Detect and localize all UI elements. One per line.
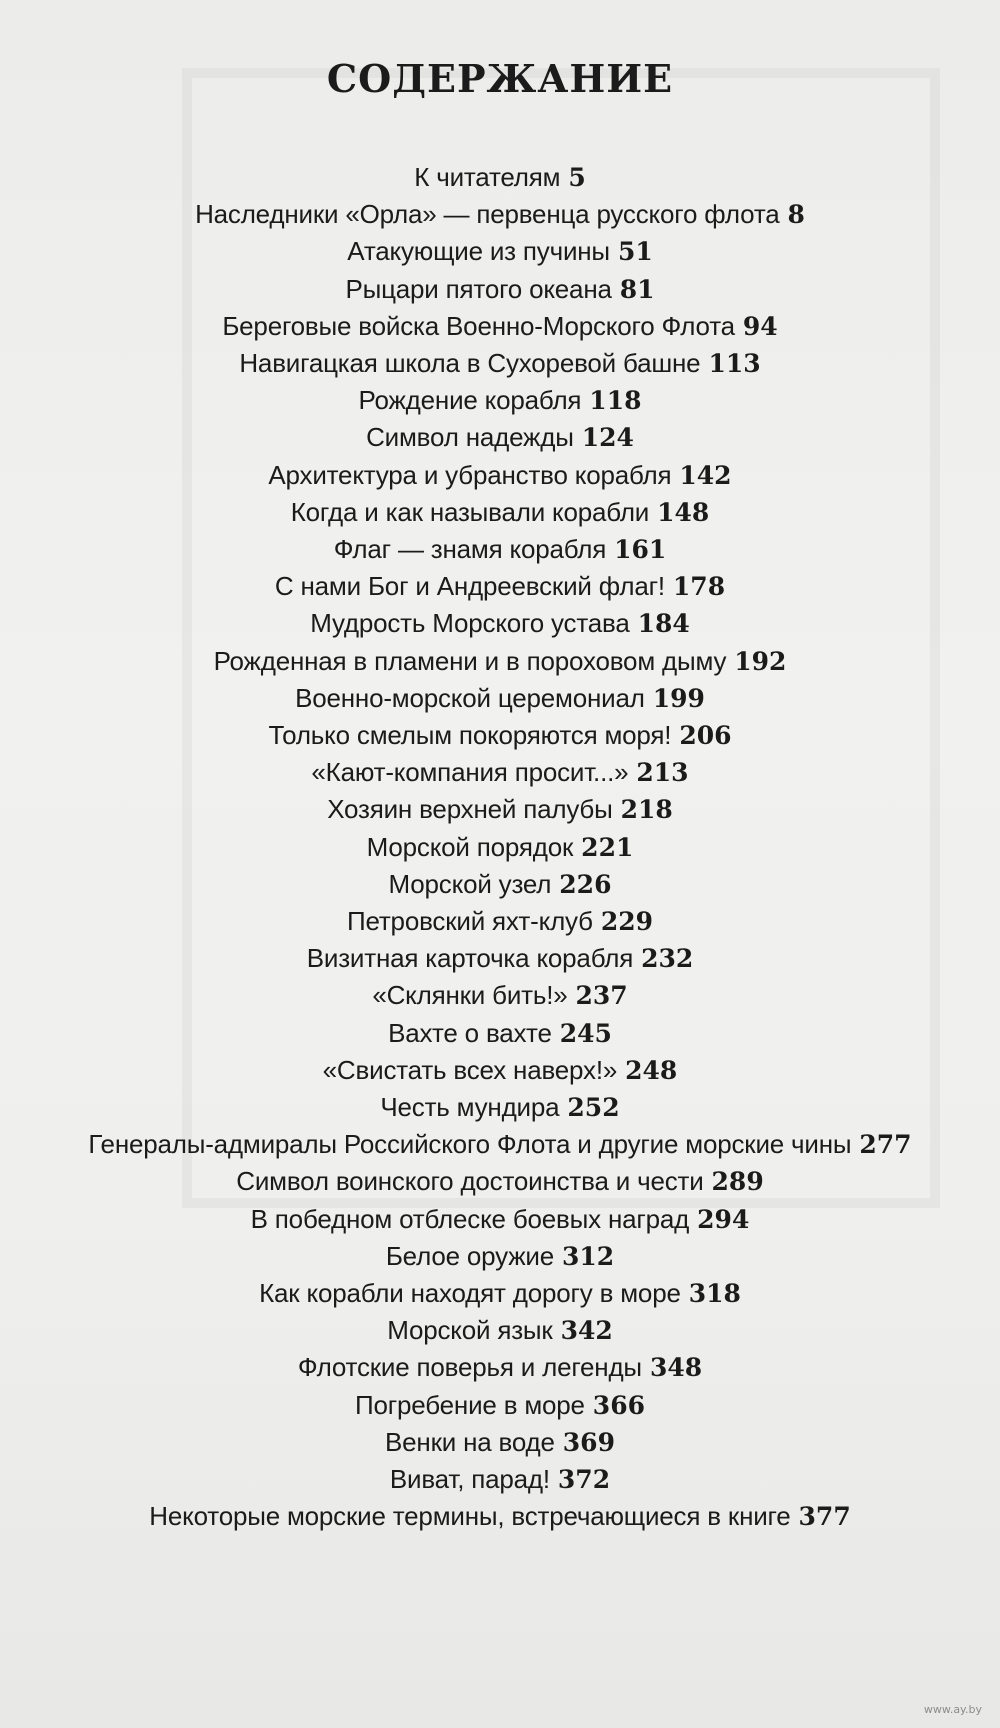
toc-entry-title: Военно-морской церемониал [295,682,645,713]
toc-entry [0,644,1000,679]
toc-entry-page-number: 277 [859,1130,912,1160]
toc-entry [0,197,1000,232]
toc-entry-page-number: 366 [592,1390,645,1420]
toc-entry-title: Визитная карточка корабля [306,943,634,974]
toc-entry [0,234,1000,269]
toc-entry [0,1388,1000,1423]
toc-entry-page-number: 94 [742,311,778,341]
toc-entry-page-number: 218 [620,795,673,825]
toc-entry [0,1127,1000,1162]
toc-entry-title: Рождение корабля [358,385,582,416]
toc-entry-title: Мудрость Морского устава [310,608,630,639]
toc-entry-page-number: 252 [567,1093,620,1122]
toc-entry-title: Генералы-адмиралы Российского Флота и другие морские чины [88,1129,852,1160]
toc-entry-title: Символ воинского достоинства и чести [236,1166,704,1197]
toc-entry-title: Морской порядок [366,831,574,862]
toc-entry-title: Флаг — знамя корабля [333,534,607,564]
toc-entry [0,1053,1000,1088]
toc-entry-page-number: 372 [557,1465,611,1494]
toc-entry-title: Когда и как называли корабли [290,496,650,527]
toc-entry-page-number: 142 [679,460,732,490]
toc-entry-page-number: 229 [600,907,654,936]
toc-entry [0,755,1000,790]
toc-entry [0,1016,1000,1051]
toc-entry [0,346,1000,381]
toc-entry-title: Наследники «Орла» — первенца русского флота [195,199,780,230]
toc-entry-title: Только смелым покоряются моря! [268,720,672,750]
toc-entry-page-number: 199 [652,683,705,713]
toc-entry-page-number: 369 [562,1427,615,1457]
toc-entry [0,904,1000,939]
toc-entry [0,1313,1000,1348]
toc-entry-title: Рожденная в пламени и в пороховом дыму [213,645,727,676]
toc-entry-title: Рыцари пятого океана [345,273,612,304]
toc-entry [0,1239,1000,1274]
toc-entry-page-number: 289 [711,1167,764,1197]
toc-entry-page-number: 377 [798,1502,851,1532]
toc-entry-title: Символ надежды [366,422,574,453]
toc-entry-page-number: 294 [697,1204,750,1234]
toc-entry-title: С нами Бог и Андреевский флаг! [274,571,665,602]
toc-entry-page-number: 178 [672,572,726,602]
toc-entry [0,272,1000,307]
toc-entry [0,830,1000,865]
toc-entry-page-number: 213 [636,758,689,788]
toc-entry [0,941,1000,976]
toc-entry [0,1276,1000,1311]
toc-entry-title: Белое оружие [385,1240,554,1271]
toc-entry-title: Навигацкая школа в Сухоревой башне [239,348,701,378]
toc-entry [0,569,1000,604]
toc-entry-title: К читателям [414,162,561,192]
toc-entry-title: Хозяин верхней палубы [327,794,613,825]
toc-entry-page-number: 5 [568,163,586,192]
toc-entry-page-number: 81 [619,274,655,304]
toc-entry-page-number: 312 [561,1241,615,1271]
toc-entry [0,495,1000,530]
toc-entry-page-number: 118 [589,386,642,416]
toc-entry [0,1425,1000,1460]
toc-entry-title: Архитектура и убранство корабля [268,459,672,490]
toc-entry-page-number: 124 [581,423,634,453]
toc-entry [0,1090,1000,1125]
toc-entry-page-number: 348 [649,1353,703,1383]
toc-entry-title: Погребение в море [355,1389,585,1420]
toc-entry-title: Как корабли находят дорогу в море [259,1278,681,1308]
toc-entry-title: Честь мундира [380,1092,560,1122]
toc-entry-page-number: 226 [559,869,612,899]
toc-entry [0,1462,1000,1497]
toc-entry [0,1202,1000,1237]
toc-entry-page-number: 237 [575,981,628,1011]
toc-entry-page-number: 245 [559,1018,612,1048]
toc-entry [0,1164,1000,1199]
watermark: www.ay.by [923,1703,982,1716]
toc-entry-page-number: 248 [625,1055,678,1085]
toc-entry [0,792,1000,827]
toc-entry [0,867,1000,902]
toc-entry-page-number: 51 [617,237,653,267]
toc-entry-page-number: 8 [787,200,805,230]
toc-entry-page-number: 184 [637,609,690,639]
toc-entry-page-number: 161 [614,535,667,564]
toc-entry-title: Вахте о вахте [388,1017,552,1048]
toc-entry-title: Некоторые морские термины, встречающиеся в книге [149,1501,791,1532]
toc-entry-page-number: 342 [560,1316,613,1346]
toc-entry-title: Морской узел [388,868,552,899]
toc-entry [0,383,1000,418]
toc-entry [0,978,1000,1013]
toc-entry-page-number: 221 [581,832,634,862]
toc-entry-title: В победном отблеске боевых наград [250,1203,690,1234]
toc-entry-title: «Склянки бить!» [372,980,568,1011]
toc-entry-page-number: 148 [657,497,710,527]
toc-entry [0,1499,1000,1534]
toc-entry [0,160,1000,195]
toc-entry-page-number: 232 [641,944,694,974]
toc-entry [0,309,1000,344]
toc-entry-title: Береговые войска Военно-Морского Флота [222,310,735,341]
toc-entry [0,458,1000,493]
toc-entry [0,420,1000,455]
toc-entry-page-number: 192 [734,646,787,676]
toc-entry-title: Петровский яхт-клуб [346,906,593,936]
toc-entry-title: Виват, парад! [389,1464,550,1494]
toc-entry-page-number: 206 [679,721,732,750]
toc-entry-title: «Свистать всех наверх!» [322,1054,618,1085]
toc-entry-page-number: 318 [688,1279,741,1308]
toc-entry-title: «Кают-компания просит...» [311,757,629,788]
toc-entry-title: Атакующие из пучины [347,236,610,267]
toc-entry [0,1350,1000,1385]
toc-entry-page-number: 113 [708,349,761,378]
toc-entry [0,718,1000,753]
toc-entry [0,606,1000,641]
page-title: СОДЕРЖАНИЕ [326,56,674,101]
toc-entry [0,681,1000,716]
toc-entry [0,532,1000,567]
toc-entry-title: Морской язык [387,1315,553,1346]
toc-entry-title: Флотские поверья и легенды [297,1352,642,1383]
toc-entry-title: Венки на воде [385,1426,555,1457]
